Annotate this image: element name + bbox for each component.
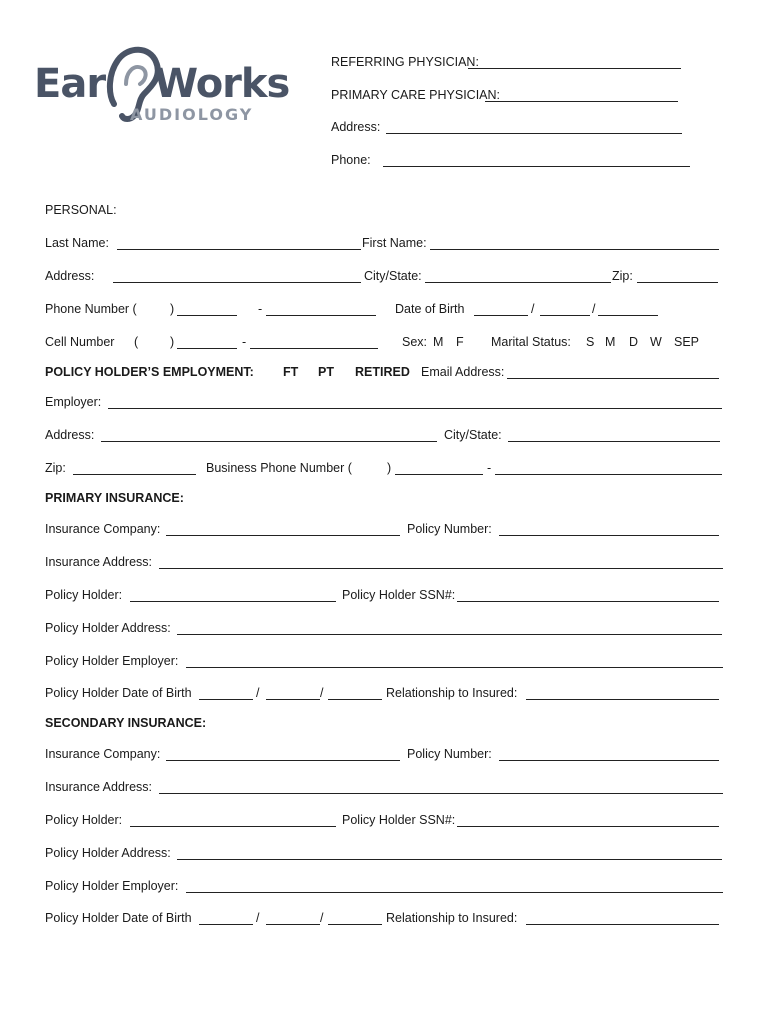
secondary-dob-month-field[interactable]	[199, 924, 253, 925]
primary-relationship-label: Relationship to Insured:	[386, 686, 518, 700]
primary-company-field[interactable]	[166, 535, 400, 536]
referring-physician-label: REFERRING PHYSICIAN:	[331, 55, 479, 69]
business-phone-label: Business Phone Number (	[206, 461, 352, 475]
cell-dash: -	[242, 335, 247, 349]
cell-prefix-field[interactable]	[177, 348, 237, 349]
earworks-logo	[34, 44, 290, 134]
employment-heading: POLICY HOLDER’S EMPLOYMENT:	[45, 365, 254, 379]
primary-relationship-field[interactable]	[526, 699, 719, 700]
cell-close-paren: )	[170, 335, 175, 349]
employer-zip-label: Zip:	[45, 461, 66, 475]
secondary-holder-label: Policy Holder:	[45, 813, 123, 827]
marital-option-w[interactable]: W	[650, 335, 662, 349]
personal-zip-field[interactable]	[637, 282, 718, 283]
business-phone-line-field[interactable]	[495, 474, 722, 475]
email-label: Email Address:	[421, 365, 505, 379]
employer-city-state-label: City/State:	[444, 428, 502, 442]
primary-holder-field[interactable]	[130, 601, 336, 602]
personal-zip-label: Zip:	[612, 269, 633, 283]
primary-ssn-field[interactable]	[457, 601, 719, 602]
header-address-label: Address:	[331, 120, 381, 134]
dob-day-field[interactable]	[540, 315, 590, 316]
secondary-holder-field[interactable]	[130, 826, 336, 827]
primary-ins-address-field[interactable]	[159, 568, 723, 569]
secondary-policy-number-field[interactable]	[499, 760, 719, 761]
sex-label: Sex:	[402, 335, 428, 349]
personal-city-state-label: City/State:	[364, 269, 422, 283]
primary-dob-month-field[interactable]	[199, 699, 253, 700]
employer-zip-field[interactable]	[73, 474, 196, 475]
primary-dob-day-field[interactable]	[266, 699, 320, 700]
primary-policy-number-field[interactable]	[499, 535, 719, 536]
phone-dash: -	[258, 302, 263, 316]
marital-option-s[interactable]: S	[586, 335, 595, 349]
cell-number-label: Cell Number	[45, 335, 115, 349]
secondary-ins-address-label: Insurance Address:	[45, 780, 153, 794]
secondary-holder-address-field[interactable]	[177, 859, 722, 860]
employment-option-pt[interactable]: PT	[318, 365, 334, 379]
secondary-dob-day-field[interactable]	[266, 924, 320, 925]
marital-status-label: Marital Status:	[491, 335, 571, 349]
primary-company-label: Insurance Company:	[45, 522, 161, 536]
primary-holder-address-field[interactable]	[177, 634, 722, 635]
employer-address-label: Address:	[45, 428, 95, 442]
business-phone-dash: -	[487, 461, 492, 475]
primary-holder-dob-label: Policy Holder Date of Birth	[45, 686, 192, 700]
primary-holder-employer-label: Policy Holder Employer:	[45, 654, 179, 668]
sex-option-m[interactable]: M	[433, 335, 444, 349]
secondary-ssn-label: Policy Holder SSN#:	[342, 813, 456, 827]
employment-option-ft[interactable]: FT	[283, 365, 299, 379]
personal-heading: PERSONAL:	[45, 203, 117, 217]
last-name-field[interactable]	[117, 249, 361, 250]
primary-care-label: PRIMARY CARE PHYSICIAN:	[331, 88, 501, 102]
secondary-dob-slash-1: /	[256, 911, 260, 925]
employer-address-field[interactable]	[101, 441, 437, 442]
last-name-label: Last Name:	[45, 236, 109, 250]
secondary-relationship-field[interactable]	[526, 924, 719, 925]
cell-line-field[interactable]	[250, 348, 378, 349]
primary-ssn-label: Policy Holder SSN#:	[342, 588, 456, 602]
primary-dob-slash-1: /	[256, 686, 260, 700]
employment-option-retired[interactable]: RETIRED	[355, 365, 410, 379]
phone-prefix-field[interactable]	[177, 315, 237, 316]
personal-address-label: Address:	[45, 269, 95, 283]
secondary-ssn-field[interactable]	[457, 826, 719, 827]
employer-label: Employer:	[45, 395, 102, 409]
secondary-holder-employer-field[interactable]	[186, 892, 723, 893]
business-phone-close-paren: )	[387, 461, 392, 475]
secondary-policy-number-label: Policy Number:	[407, 747, 492, 761]
secondary-company-label: Insurance Company:	[45, 747, 161, 761]
first-name-field[interactable]	[430, 249, 719, 250]
primary-holder-address-label: Policy Holder Address:	[45, 621, 171, 635]
secondary-relationship-label: Relationship to Insured:	[386, 911, 518, 925]
personal-city-state-field[interactable]	[425, 282, 611, 283]
dob-year-field[interactable]	[598, 315, 658, 316]
phone-number-label: Phone Number (	[45, 302, 137, 316]
header-phone-field[interactable]	[383, 166, 690, 167]
secondary-dob-year-field[interactable]	[328, 924, 382, 925]
primary-holder-label: Policy Holder:	[45, 588, 123, 602]
secondary-company-field[interactable]	[166, 760, 400, 761]
email-field[interactable]	[507, 378, 719, 379]
dob-month-field[interactable]	[474, 315, 528, 316]
phone-line-field[interactable]	[266, 315, 376, 316]
marital-option-d[interactable]: D	[629, 335, 639, 349]
cell-open-paren: (	[134, 335, 139, 349]
secondary-holder-address-label: Policy Holder Address:	[45, 846, 171, 860]
header-address-field[interactable]	[386, 133, 682, 134]
primary-ins-address-label: Insurance Address:	[45, 555, 153, 569]
employer-city-state-field[interactable]	[508, 441, 720, 442]
primary-care-field[interactable]	[485, 101, 678, 102]
dob-slash-1: /	[531, 302, 535, 316]
logo-word-works: Works	[154, 61, 290, 107]
primary-dob-slash-2: /	[320, 686, 324, 700]
marital-option-m[interactable]: M	[605, 335, 616, 349]
personal-address-field[interactable]	[113, 282, 361, 283]
primary-insurance-heading: PRIMARY INSURANCE:	[45, 491, 184, 505]
logo-subtitle: AUDIOLOGY	[130, 105, 254, 124]
header-phone-label: Phone:	[331, 153, 371, 167]
phone-close-paren: )	[170, 302, 175, 316]
sex-option-f[interactable]: F	[456, 335, 464, 349]
secondary-insurance-heading: SECONDARY INSURANCE:	[45, 716, 207, 730]
primary-dob-year-field[interactable]	[328, 699, 382, 700]
business-phone-prefix-field[interactable]	[395, 474, 483, 475]
first-name-label: First Name:	[362, 236, 427, 250]
dob-label: Date of Birth	[395, 302, 465, 316]
employer-field[interactable]	[108, 408, 722, 409]
secondary-holder-dob-label: Policy Holder Date of Birth	[45, 911, 192, 925]
secondary-dob-slash-2: /	[320, 911, 324, 925]
referring-physician-field[interactable]	[468, 68, 681, 69]
logo-word-ear: Ear	[34, 61, 106, 107]
primary-holder-employer-field[interactable]	[186, 667, 723, 668]
secondary-ins-address-field[interactable]	[159, 793, 723, 794]
secondary-holder-employer-label: Policy Holder Employer:	[45, 879, 179, 893]
dob-slash-2: /	[592, 302, 596, 316]
primary-policy-number-label: Policy Number:	[407, 522, 492, 536]
marital-option-sep[interactable]: SEP	[674, 335, 700, 349]
